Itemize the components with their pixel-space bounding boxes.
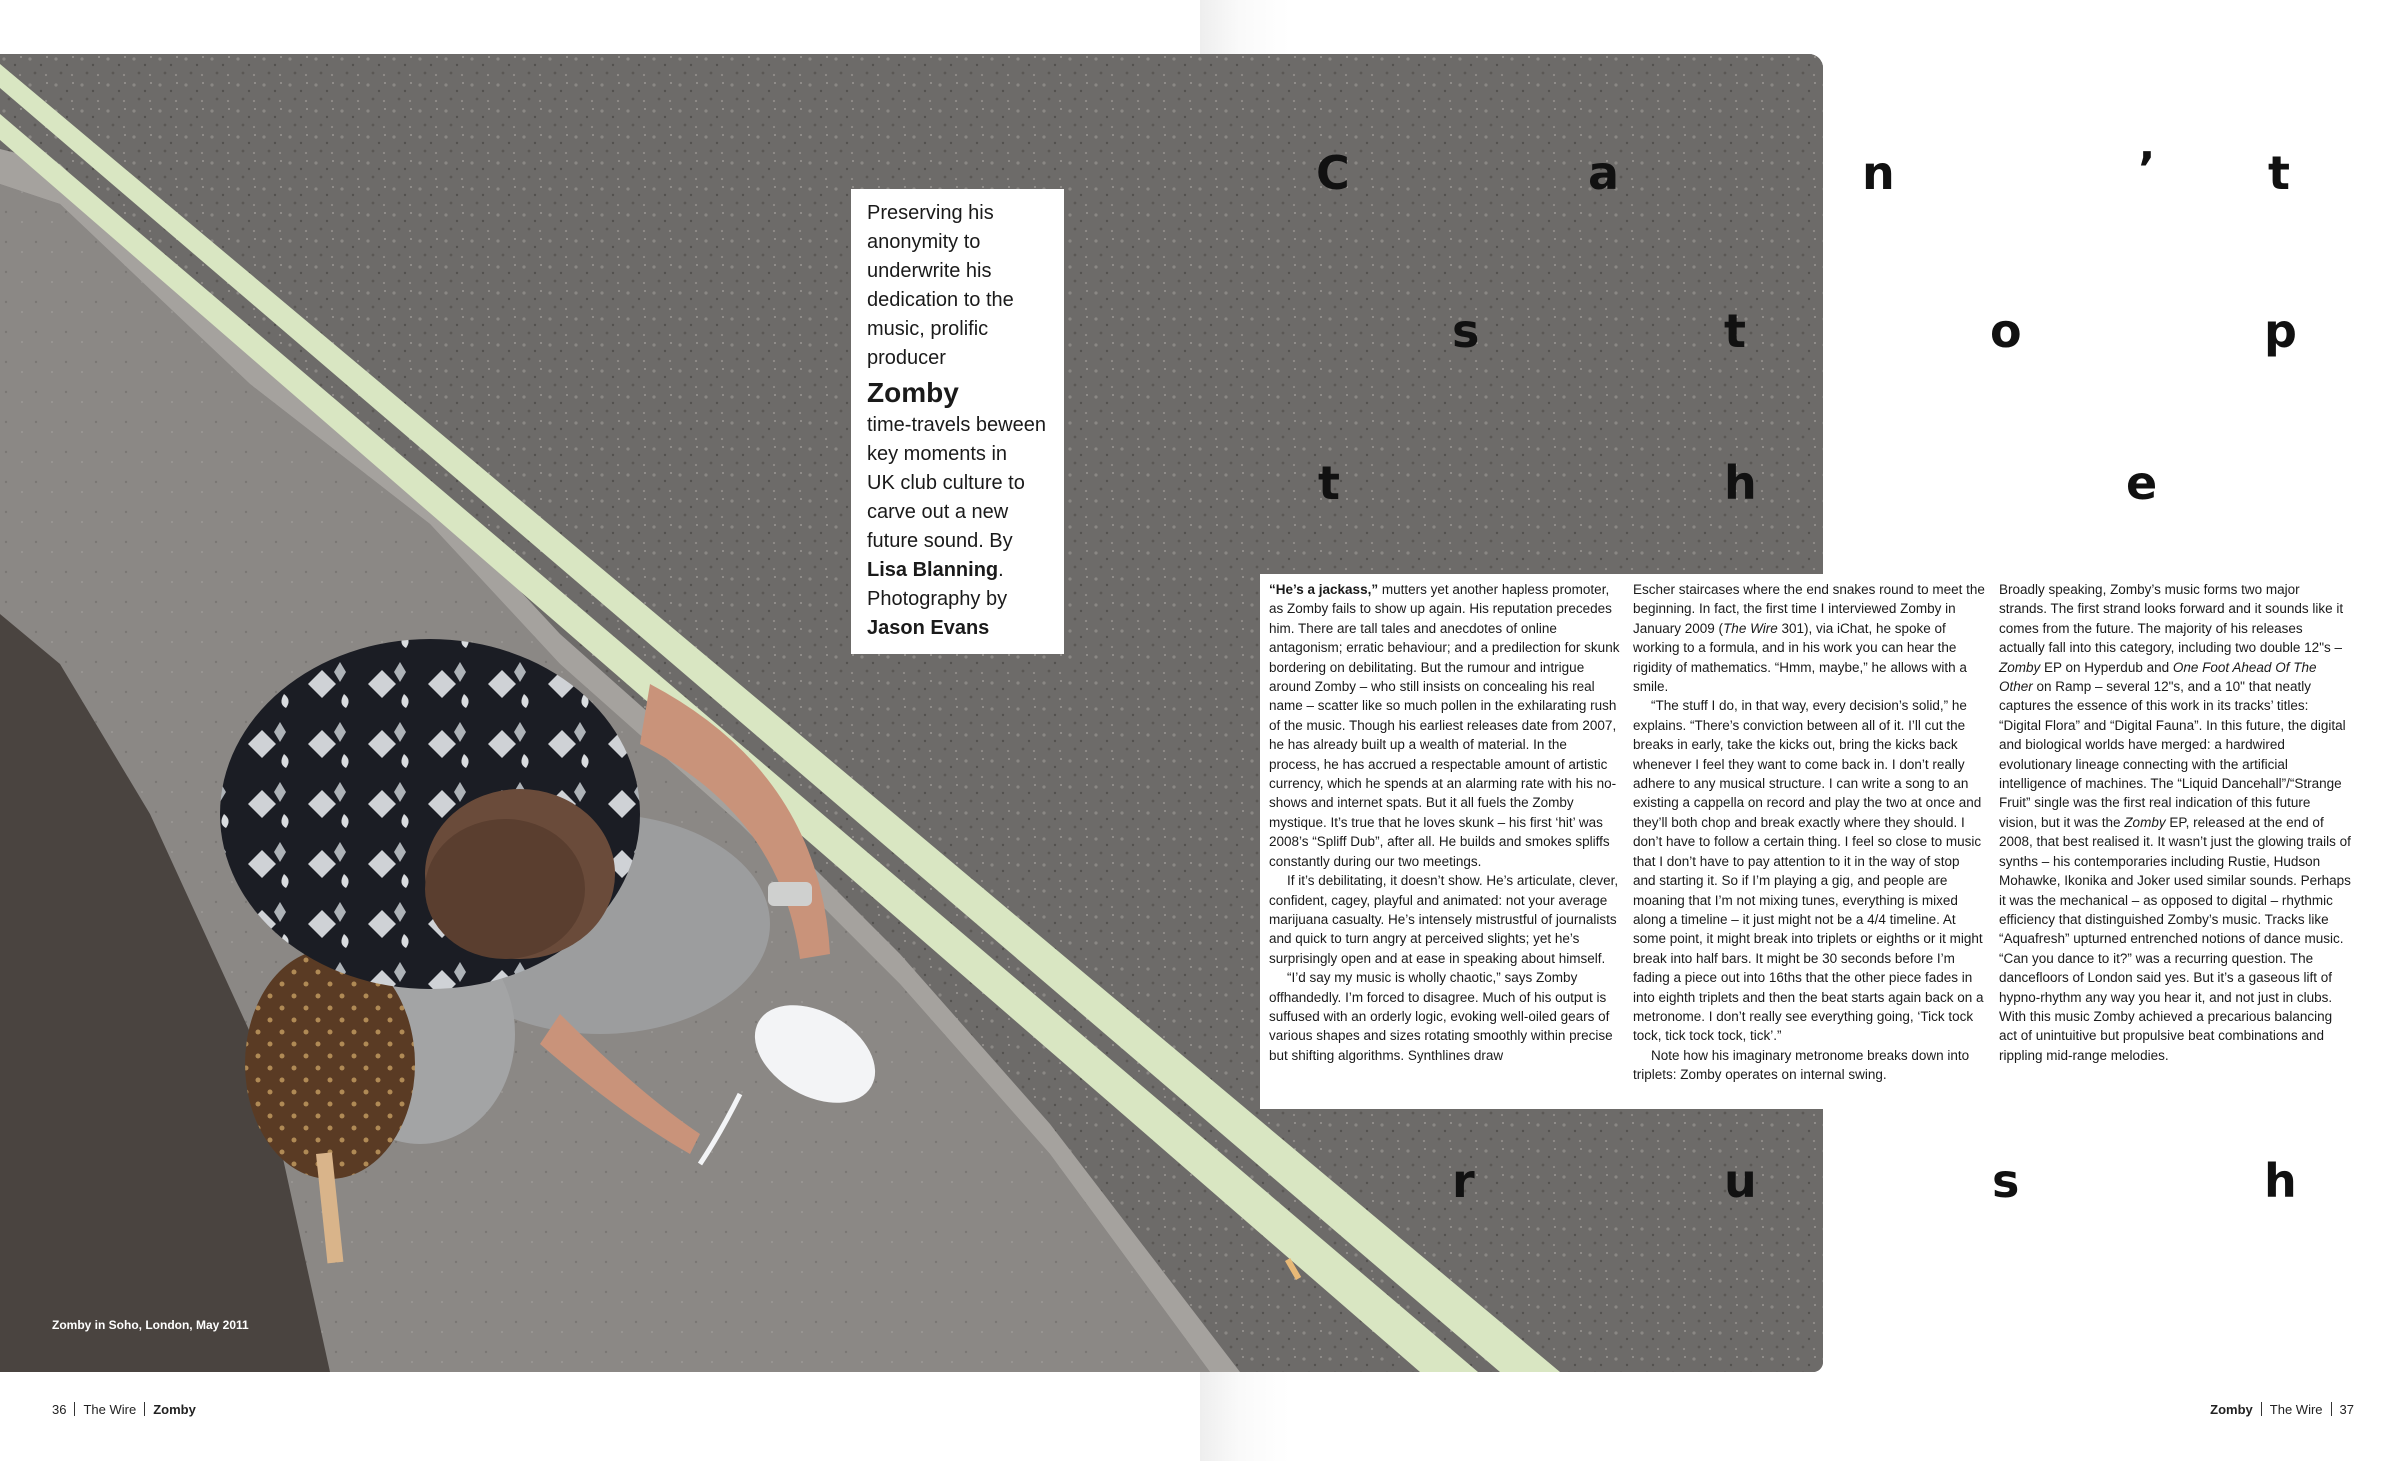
section-name: Zomby	[2210, 1402, 2253, 1417]
paragraph: Note how his imaginary metronome breaks down into triplets: Zomby operates on internal swing.	[1633, 1047, 1970, 1083]
standfirst-line: carve out a new	[867, 501, 1009, 523]
paragraph: If it’s debilitating, it doesn’t show. He’s articulate, clever, confident, cagey, playful and animated: not your average marijuana casualty. He’s intensely mistrustful of journalists and quick to turn angry at perceived slights; yet he’s surprisingly open and at ease in speaking about himself.	[1269, 873, 1619, 966]
paragraph: “The stuff I do, in that way, every decision’s solid,” he explains. “There’s conviction between all of it. I’ll cut the breaks in early, take the kicks out, bring the kicks back whenever I feel they want to come back in. I don’t really adhere to any musical structure. I can write a song to an existing a cappella on record and play the two at once and they’ll both chop and break exactly where they should. I don’t have to follow a certain thing. I feel so close to music that I don’t have to pay attention to it in the way of stop and starting it. So if I’m playing a gig, and people are moaning that I’m not mixing tunes, everything is mixed along a timeline – it just might not be a 4/4 timeline. At some point, it might break into triplets or eighths or it might break into half bars. It might be 30 seconds before I’m fading a piece out into 16ths that the other piece fades in into eighth triplets and then the beat starts again back on a metronome. I don’t really see everything going, ‘Tick tock tock, tick tock tock, tick’.”	[1633, 698, 1984, 1044]
headline-letter: p	[2264, 304, 2297, 358]
article-column-3	[1999, 580, 2351, 1065]
standfirst-line: anonymity to	[867, 231, 981, 253]
paragraph	[1269, 580, 1621, 871]
standfirst-line: dedication to the	[867, 289, 1014, 311]
writer-name: Lisa Blanning	[867, 559, 999, 581]
magazine-name: The Wire	[83, 1402, 137, 1417]
paragraph-text: 301), via iChat, he spoke of working to a formula, and in his work you can hear the rigidity of mathematics. “Hmm, maybe,” he allows with a smile.	[1633, 620, 1967, 695]
byline-period: .	[998, 559, 1004, 581]
headline-letter: t	[2268, 146, 2290, 200]
headline-letter: r	[1452, 1154, 1475, 1208]
headline-letter: n	[1862, 146, 1895, 200]
divider	[2331, 1402, 2332, 1416]
headline-letter: C	[1316, 146, 1350, 200]
standfirst-box	[851, 189, 1064, 654]
article-column-2	[1633, 580, 1985, 1085]
standfirst-line: music, prolific	[867, 318, 989, 340]
divider	[2261, 1402, 2262, 1416]
paragraph	[1999, 580, 2351, 1065]
photo-caption: Zomby in Soho, London, May 2011	[52, 1318, 249, 1332]
paragraph-text: mutters yet another hapless promoter, as Zomby fails to show up again. His reputation precedes him. There are tall tales and anecdotes of online antagonism; erratic behaviour; and a predilection for skunk bordering on debilitating. But the rumour and intrigue around Zomby – who still insists on concealing his real name – scatter like so much pollen in the exhilarating rush of the music. Though his earliest releases date from 2007, he has already built up a wealth of material. In the process, he has accrued a respectable amount of artistic currency, which he spends at an alarming rate with his no-shows and internet spats. But it all fuels the Zomby mystique. It’s true that he loves skunk – his first ‘hit’ was 2008’s “Spliff Dub”, after all. He builds and smokes spliffs constantly during our two meetings.	[1269, 582, 1620, 869]
headline-letter: s	[1452, 304, 1480, 358]
paragraph-text: on Ramp – several 12"s, and a 10" that neatly captures the essence of this work in its tracks’ titles: “Digital Flora” and “Digital Fauna”. In this future, the digital and biological worlds have merged: a hardwired evolutionary lineage connecting with the artificial intelligence of machines. The “Liquid Dancehall”/“Strange Fruit” single was the first real indication of this future vision, but it was the	[1999, 679, 2346, 830]
headline-letter: h	[1724, 456, 1757, 510]
subject-name: Zomby	[867, 377, 959, 408]
paragraph-text: EP on Hyperdub and	[2040, 659, 2173, 675]
standfirst-line: producer	[867, 347, 946, 369]
headline-letter: t	[1318, 456, 1340, 510]
paragraph-text: Broadly speaking, Zomby’s music forms two major strands. The first strand looks forward and it sounds like it comes from the future. The majority of his releases actually fall into this category, including two double 12"s –	[1999, 582, 2344, 656]
magazine-title: The Wire	[1723, 620, 1778, 636]
section-name: Zomby	[153, 1402, 196, 1417]
divider	[74, 1402, 75, 1416]
headline-letter: s	[1992, 1154, 2020, 1208]
standfirst-line: key moments in	[867, 443, 1008, 465]
headline-letter: o	[1990, 304, 2022, 358]
release-title: Zomby	[2124, 814, 2166, 830]
standfirst-line: underwrite his	[867, 260, 992, 282]
folio-right	[2210, 1402, 2354, 1417]
headline-letter: h	[2264, 1154, 2297, 1208]
photographer-name: Jason Evans	[867, 617, 990, 639]
magazine-name: The Wire	[2269, 1402, 2323, 1417]
standfirst-line: future sound. By	[867, 530, 1013, 552]
headline-letter: e	[2126, 456, 2158, 510]
headline-letter: u	[1724, 1154, 1757, 1208]
standfirst-line: time-travels beween	[867, 414, 1046, 436]
standfirst-line: UK club culture to	[867, 472, 1025, 494]
divider	[144, 1402, 145, 1416]
release-title: Zomby	[1999, 659, 2041, 675]
headline-letter: t	[1724, 304, 1746, 358]
release-title: One Foot Ahead Of The Other	[1999, 659, 2317, 695]
lead-quote: “He’s a jackass,”	[1269, 582, 1379, 597]
page-number: 36	[52, 1402, 67, 1417]
byline	[867, 556, 1050, 585]
photo-credit-label: Photography by	[867, 588, 1008, 610]
headline-letter: a	[1588, 146, 1620, 200]
folio-left	[52, 1402, 196, 1417]
standfirst-line: Preserving his	[867, 202, 994, 224]
photo-credit	[867, 614, 1050, 643]
article-column-1	[1269, 580, 1621, 1065]
paragraph: “I’d say my music is wholly chaotic,” says Zomby offhandedly. I’m forced to disagree. Much of his output is suffused with an orderly logic, evoking well-oiled gears of various shapes and sizes rotating smoothly within precise but shifting algorithms. Synthlines draw	[1269, 970, 1613, 1063]
headline-letter: ’	[2138, 142, 2156, 196]
paragraph-text: EP, released at the end of 2008, that best realised it. It wasn’t just the glowing trails of synths – his contemporaries including Rustie, Hudson Mohawke, Ikonika and Joker used similar sounds. Perhaps it was the mechanical – as opposed to digital – rhythmic efficiency that distinguished Zomby’s music. Tracks like “Aquafresh” upturned entrenched notions of dance music. “Can you dance to it?” was a recurring question. The dancefloors of London said yes. But it’s a gaseous lift of hypno-rhythm any way you hear it, and not just in clubs. With this music Zomby achieved a precarious balancing act of unintuitive but propulsive beat combinations and rippling mid-range melodies.	[1999, 814, 2351, 1063]
page-number: 37	[2339, 1402, 2354, 1417]
paragraph-text: Escher staircases where the end snakes round to meet the beginning. In fact, the first time I interviewed Zomby in January 2009 (	[1633, 582, 1985, 636]
paragraph	[1633, 580, 1985, 696]
